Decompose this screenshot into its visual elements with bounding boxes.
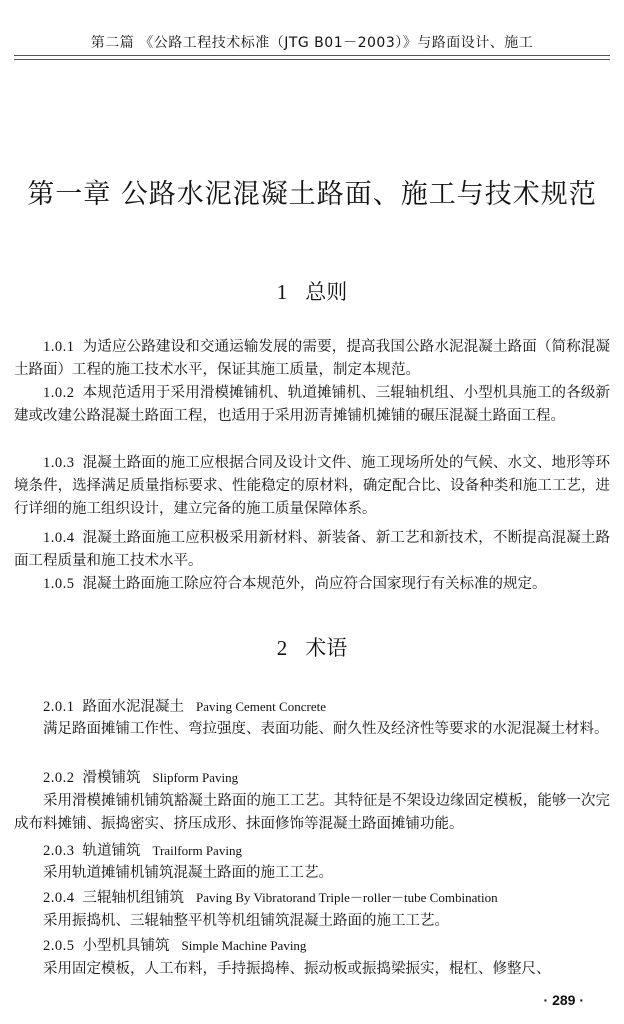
clause-text: 混凝土路面施工应积极采用新材料、新装备、新工艺和新技术，不断提高混凝土路面工程质量和施工技术水平。: [14, 530, 610, 570]
section-number: 2: [276, 636, 288, 660]
section-heading-terms: [0, 632, 624, 662]
term-definition: 满足路面摊铺工作性、弯拉强度、表面功能、耐久性及经济性等要求的水泥混凝土材料。: [43, 721, 609, 737]
term-name: 路面水泥混凝土: [82, 699, 184, 715]
term-definition: 采用滑模摊铺机铺筑豁凝土路面的施工工艺。其特征是不架设边缘固定模板，能够一次完成布料摊铺、振捣密实、挤压成形、抹面修饰等混凝土路面摊铺功能。: [14, 793, 610, 833]
section-number: 1: [276, 280, 288, 304]
clause-text: 混凝土路面的施工应根据合同及设计文件、施工现场所处的气候、水文、地形等环境条件，选择满足质量指标要求、性能稳定的原材料，确定配合比、设备种类和施工工艺，进行详细的施工组织设计，建立完备的施工质量保障体系。: [14, 455, 610, 518]
clause-1-0-4: [14, 527, 610, 573]
term-2-0-5: [14, 934, 624, 958]
term-number: 2.0.5: [43, 938, 75, 954]
term-definition: 采用振捣机、三辊轴整平机等机组铺筑混凝土路面的施工工艺。: [43, 913, 449, 929]
clause-1-0-5: [14, 573, 610, 596]
term-definition: 采用固定模板，人工布料，手持振捣棒、振动板或振捣梁振实，棍杠、修整尺、: [43, 961, 551, 977]
clause-1-0-1: [14, 336, 610, 382]
chapter-title: 第一章 公路水泥混凝土路面、施工与技术规范: [27, 179, 597, 210]
term-name: 滑模铺筑: [82, 770, 141, 786]
clause-number: 1.0.3: [43, 455, 75, 471]
clause-text: 为适应公路建设和交通运输发展的需要，提高我国公路水泥混凝土路面（简称混凝土路面）工程的施工技术水平，保证其施工质量，制定本规范。: [14, 339, 610, 379]
term-name: 轨道铺筑: [82, 843, 141, 859]
term-name: 小型机具铺筑: [82, 938, 170, 954]
term-definition: 采用轨道摊铺机铺筑混凝土路面的施工工艺。: [43, 865, 333, 881]
running-header: 第二篇 《公路工程技术标准（JTG B01－2003）》与路面设计、施工: [90, 35, 534, 51]
term-2-0-1: [14, 695, 624, 719]
term-number: 2.0.1: [43, 699, 75, 715]
clause-number: 1.0.2: [43, 385, 75, 401]
section-title: 总则: [305, 280, 348, 304]
term-number: 2.0.2: [43, 770, 75, 786]
term-english: Paving By Vibratorand Triple－roller－tube Combination: [196, 890, 498, 905]
term-english: Slipform Paving: [152, 770, 239, 785]
section-heading-general: [0, 276, 624, 306]
clause-text: 本规范适用于采用滑模摊铺机、轨道摊铺机、三辊轴机组、小型机具施工的各级新建或改建公路混凝土路面工程，也适用于采用沥青摊铺机摊铺的碾压混凝土路面工程。: [14, 385, 610, 425]
term-2-0-2: [14, 766, 624, 790]
clause-number: 1.0.4: [43, 530, 75, 546]
page-number: · 289 ·: [543, 992, 584, 1008]
term-number: 2.0.3: [43, 843, 75, 859]
term-2-0-4: [14, 886, 624, 910]
term-2-0-3: [14, 839, 624, 863]
clause-number: 1.0.5: [43, 576, 75, 592]
term-number: 2.0.4: [43, 890, 75, 906]
term-english: Simple Machine Paving: [181, 938, 307, 953]
section-title: 术语: [305, 636, 348, 660]
term-name: 三辊轴机组铺筑: [82, 890, 184, 906]
clause-1-0-2: [14, 382, 610, 428]
term-english: Trailform Paving: [152, 843, 242, 858]
clause-1-0-3: [14, 452, 610, 522]
clause-number: 1.0.1: [43, 339, 75, 355]
clause-text: 混凝土路面施工除应符合本规范外，尚应符合国家现行有关标准的规定。: [82, 576, 547, 592]
term-english: Paving Cement Concrete: [196, 699, 326, 714]
header-rule: [14, 55, 610, 60]
